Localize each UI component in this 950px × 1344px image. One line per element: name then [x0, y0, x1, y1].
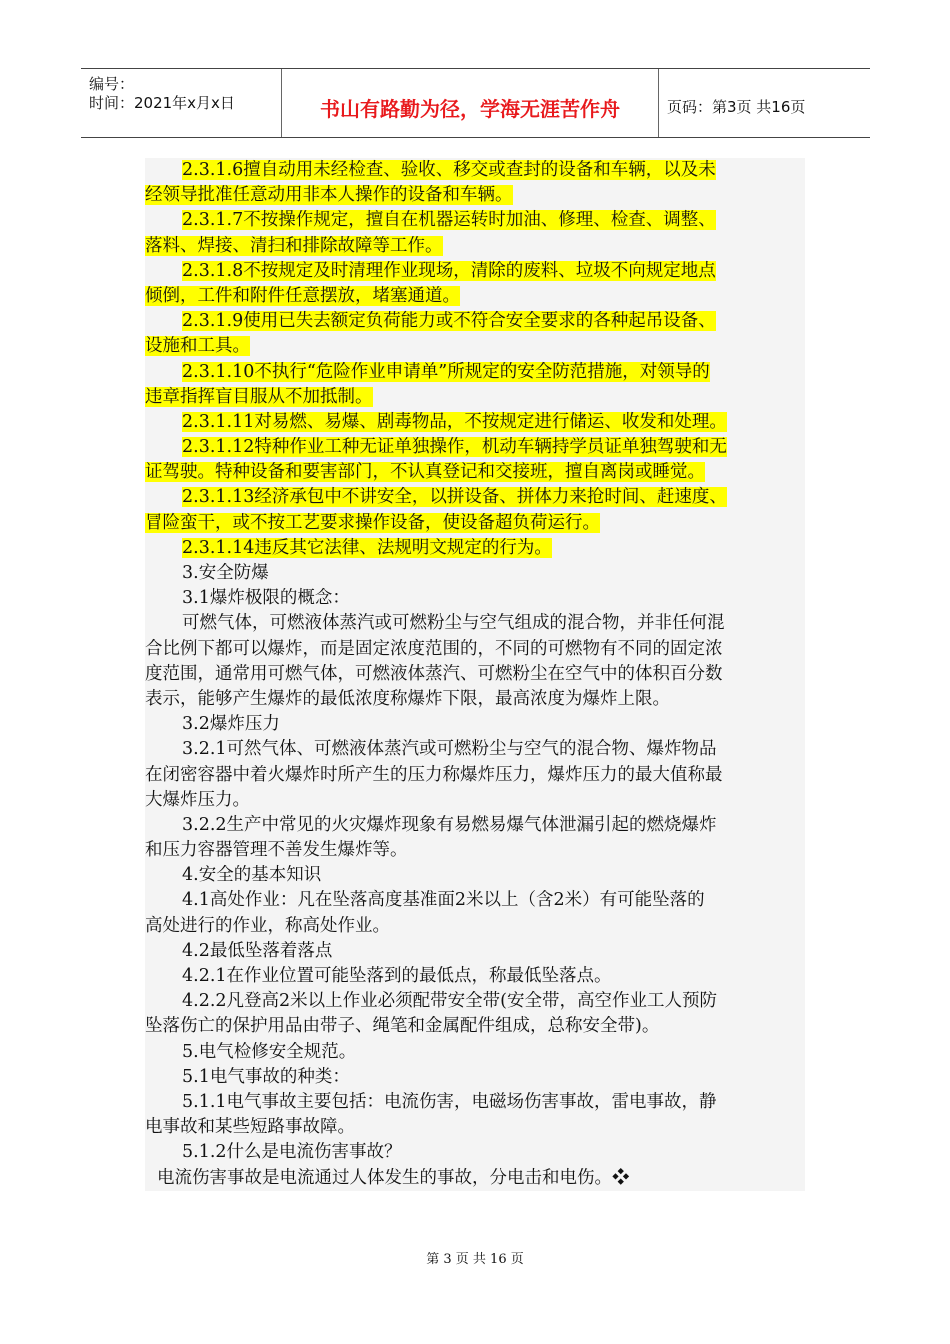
- text-line: [145, 259, 805, 284]
- highlighted-text: 倾倒，工件和附件任意摆放，堵塞通道。: [145, 285, 460, 306]
- line-text: 4.2.2凡登高2米以上作业必须配带安全带(安全带，高空作业工人预防: [182, 991, 717, 1012]
- text-line: [145, 712, 805, 737]
- text-line: [145, 1040, 805, 1065]
- text-line: [145, 385, 805, 410]
- text-line: [145, 1115, 805, 1140]
- line-text: 电流伤害事故是电流通过人体发生的事故，分电击和电伤。❖: [157, 1167, 630, 1188]
- document-date: 时间：2021年x月x日: [89, 94, 235, 112]
- line-text: 合比例下都可以爆炸，而是固定浓度范围的，不同的可燃物有不同的固定浓: [145, 638, 723, 659]
- text-line: [145, 410, 805, 435]
- highlighted-text: 2.3.1.10不执行“危险作业申请单”所规定的安全防范措施，对领导的: [182, 361, 710, 382]
- text-line: [145, 788, 805, 813]
- text-line: [145, 435, 805, 460]
- header-motto: 书山有路勤为径，学海无涯苦作舟: [282, 69, 659, 137]
- line-text: 大爆炸压力。: [145, 789, 250, 810]
- text-line: [145, 208, 805, 233]
- document-number-label: 编号：: [89, 75, 135, 93]
- line-text: 度范围，通常用可燃气体，可燃液体蒸汽、可燃粉尘在空气中的体积百分数: [145, 663, 723, 684]
- line-text: 可燃气体，可燃液体蒸汽或可燃粉尘与空气组成的混合物，并非任何混: [182, 613, 725, 634]
- text-line: [145, 511, 805, 536]
- line-text: 3.安全防爆: [182, 563, 269, 583]
- line-text: 高处进行的作业，称高处作业。: [145, 915, 390, 936]
- text-line: [145, 309, 805, 334]
- document-body: [145, 158, 805, 1191]
- highlighted-text: 2.3.1.11对易燃、易爆、剧毒物品，不按规定进行储运、收发和处理。: [182, 411, 727, 432]
- highlighted-text: 违章指挥盲目服从不加抵制。: [145, 386, 373, 407]
- highlighted-text: 证驾驶。特种设备和要害部门，不认真登记和交接班，擅自离岗或睡觉。: [145, 462, 705, 483]
- text-line: [145, 1014, 805, 1039]
- line-text: 5.1.1电气事故主要包括：电流伤害，电磁场伤害事故，雷电事故，静: [182, 1091, 717, 1112]
- highlighted-text: 落料、焊接、清扫和排除故障等工作。: [145, 235, 443, 256]
- line-text: 3.1爆炸极限的概念：: [182, 588, 350, 609]
- highlighted-text: 2.3.1.8不按规定及时清理作业现场，清除的废料、垃圾不向规定地点: [182, 260, 716, 281]
- text-line: [145, 813, 805, 838]
- line-text: 坠落伤亡的保护用品由带子、绳笔和金属配件组成，总称安全带)。: [145, 1016, 660, 1037]
- text-line: [145, 637, 805, 662]
- text-line: [145, 586, 805, 611]
- highlighted-text: 设施和工具。: [145, 336, 250, 357]
- text-line: [145, 536, 805, 561]
- text-line: [145, 334, 805, 359]
- text-line: [145, 737, 805, 762]
- page-header: [81, 68, 870, 138]
- line-text: 5.1电气事故的种类：: [182, 1066, 350, 1087]
- text-line: [145, 183, 805, 208]
- highlighted-text: 经领导批准任意动用非本人操作的设备和车辆。: [145, 185, 513, 206]
- text-line: [145, 1140, 805, 1165]
- line-text: 4.1高处作业：凡在坠落高度基准面2米以上（含2米）有可能坠落的: [182, 890, 705, 911]
- highlighted-text: 2.3.1.12特种作业工种无证单独操作，机动车辆持学员证单独驾驶和无: [182, 437, 727, 458]
- text-line: [145, 1065, 805, 1090]
- text-line: [145, 1166, 805, 1191]
- text-line: [145, 687, 805, 712]
- highlighted-text: 冒险蛮干，或不按工艺要求操作设备，使设备超负荷运行。: [145, 512, 600, 533]
- text-line: [145, 838, 805, 863]
- line-text: 在闭密容器中着火爆炸时所产生的压力称爆炸压力，爆炸压力的最大值称最: [145, 764, 723, 785]
- highlighted-text: 2.3.1.14违反其它法律、法规明文规定的行为。: [182, 537, 552, 558]
- text-line: [145, 485, 805, 510]
- text-line: [145, 158, 805, 183]
- text-line: [145, 234, 805, 259]
- text-line: [145, 964, 805, 989]
- highlighted-text: 2.3.1.9使用已失去额定负荷能力或不符合安全要求的各种起吊设备、: [182, 311, 716, 332]
- highlighted-text: 2.3.1.6擅自动用未经检查、验收、移交或查封的设备和车辆，以及未: [182, 160, 716, 180]
- text-line: [145, 763, 805, 788]
- text-line: [145, 914, 805, 939]
- line-text: 表示，能够产生爆炸的最低浓度称爆炸下限，最高浓度为爆炸上限。: [145, 688, 670, 709]
- header-meta: [81, 69, 282, 137]
- line-text: 4.安全的基本知识: [182, 865, 322, 886]
- text-line: [145, 460, 805, 485]
- text-line: [145, 989, 805, 1014]
- line-text: 电事故和某些短路事故障。: [145, 1117, 355, 1138]
- highlighted-text: 2.3.1.7不按操作规定，擅自在机器运转时加油、修理、检查、调整、: [182, 210, 716, 231]
- line-text: 5.1.2什么是电流伤害事故？: [182, 1142, 402, 1163]
- text-line: [145, 888, 805, 913]
- line-text: 4.2.1在作业位置可能坠落到的最低点，称最低坠落点。: [182, 966, 612, 986]
- text-line: [145, 662, 805, 687]
- line-text: 和压力容器管理不善发生爆炸等。: [145, 840, 408, 861]
- text-line: [145, 284, 805, 309]
- highlighted-text: 2.3.1.13经济承包中不讲安全，以拼设备、拼体力来抢时间、赶速度、: [182, 487, 727, 508]
- text-line: [145, 1090, 805, 1115]
- line-text: 3.2.2生产中常见的火灾爆炸现象有易燃易爆气体泄漏引起的燃烧爆炸: [182, 814, 717, 835]
- header-page-info: 页码：第3页 共16页: [667, 97, 806, 116]
- line-text: 5.电气检修安全规范。: [182, 1041, 357, 1062]
- text-line: [145, 611, 805, 636]
- text-line: [145, 863, 805, 888]
- text-line: [145, 939, 805, 964]
- text-line: [145, 561, 805, 586]
- page-footer: 第 3 页 共 16 页: [426, 1252, 524, 1267]
- line-text: 4.2最低坠落着落点: [182, 940, 333, 961]
- text-line: [145, 360, 805, 385]
- line-text: 3.2爆炸压力: [182, 714, 280, 735]
- line-text: 3.2.1可然气体、可燃液体蒸汽或可燃粉尘与空气的混合物、爆炸物品: [182, 739, 717, 760]
